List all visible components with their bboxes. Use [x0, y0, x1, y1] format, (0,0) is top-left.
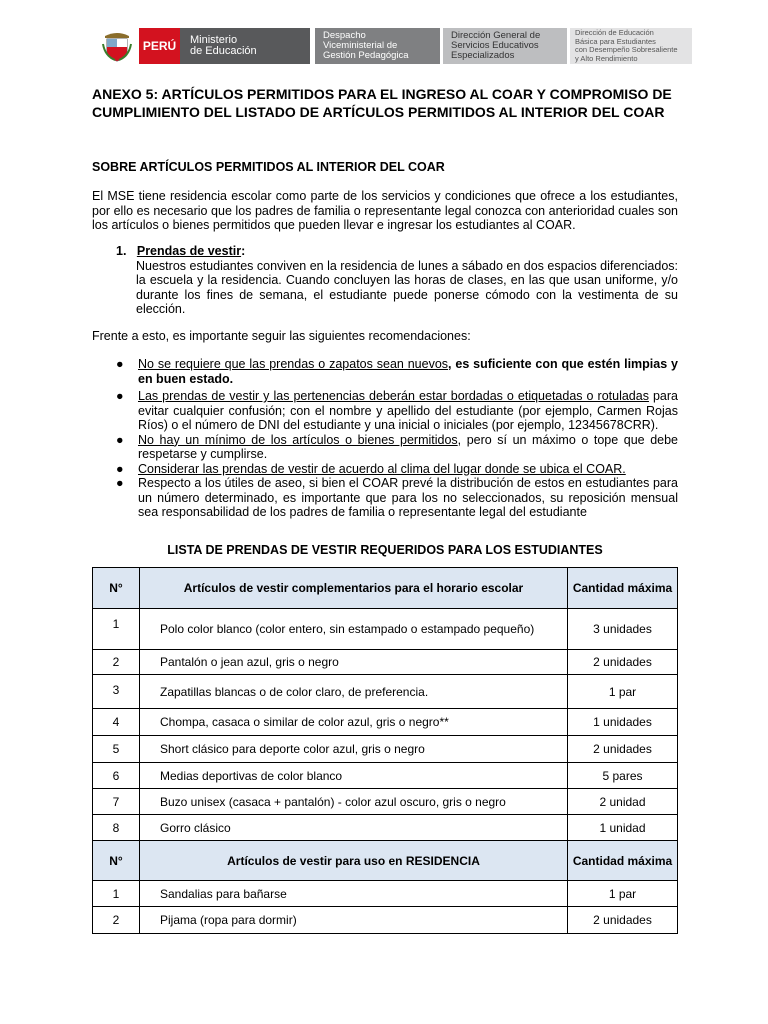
table-row: 1 Sandalias para bañarse 1 par	[93, 881, 678, 907]
table-row: 6 Medias deportivas de color blanco 5 pares	[93, 763, 678, 789]
document-title: ANEXO 5: ARTÍCULOS PERMITIDOS PARA EL INGRESO AL COAR Y COMPROMISO DE CUMPLIMIENTO DEL LISTADO DE ARTÍCULOS PERMITIDOS AL INTERIOR DEL COAR	[92, 86, 672, 120]
table-header-row	[93, 568, 678, 609]
table-row: 5 Short clásico para deporte color azul, gris o negro 2 unidades	[93, 736, 678, 763]
header-number: N°	[93, 568, 140, 609]
section-heading: 1. Prendas de vestir:	[116, 244, 246, 258]
bullet-icon: ●	[116, 389, 124, 403]
ministry-label: Ministerio de Educación	[180, 28, 310, 64]
list-item: ● Considerar las prendas de vestir de acuerdo al clima del lugar donde se ubica el COAR.	[116, 461, 626, 476]
header-number: N°	[93, 841, 140, 881]
list-item: ● No se requiere que las prendas o zapatos sean nuevos, es suficiente con que estén limpias y en buen estado.	[116, 357, 678, 386]
bullet-icon: ●	[116, 357, 124, 371]
table-row: 8 Gorro clásico 1 unidad	[93, 815, 678, 841]
direccion-general-label: Dirección General de Servicios Educativos Especializados	[443, 28, 567, 64]
header-quantity: Cantidad máxima	[568, 568, 678, 609]
table-row: 4 Chompa, casaca o similar de color azul, gris o negro** 1 unidades	[93, 709, 678, 736]
peru-coat-of-arms-icon	[95, 28, 139, 64]
table-row: 2 Pijama (ropa para dormir) 2 unidades	[93, 907, 678, 934]
list-item: ● Respecto a los útiles de aseo, si bien el COAR prevé la distribución de estos en estudiantes para un número determinado, es importante que para los no seleccionados, su reposición mensual sea responsabilidad de los padres de familia o representante legal del estudiante	[116, 476, 678, 519]
section-subtitle: SOBRE ARTÍCULOS PERMITIDOS AL INTERIOR DEL COAR	[92, 160, 445, 174]
recommendations-list	[92, 357, 678, 520]
header-article: Artículos de vestir complementarios para el horario escolar	[140, 568, 568, 609]
bullet-icon: ●	[116, 461, 124, 476]
intro-paragraph: El MSE tiene residencia escolar como parte de los servicios y condiciones que ofrece a los estudiantes, por ello es necesario que los padres de familia o representante legal conozca con anterioridad cuales son los artículos o bienes permitidos que pueden llevar e ingresar los estudiantes al COAR.	[92, 189, 678, 232]
table-row: 7 Buzo unisex (casaca + pantalón) - color azul oscuro, gris o negro 2 unidad	[93, 789, 678, 815]
table-header-row	[93, 841, 678, 881]
header-banner	[95, 28, 692, 64]
country-label: PERÚ	[139, 28, 180, 64]
bullet-icon: ●	[116, 476, 124, 490]
recommendations-intro: Frente a esto, es importante seguir las siguientes recomendaciones:	[92, 329, 471, 343]
list-title: LISTA DE PRENDAS DE VESTIR REQUERIDOS PARA LOS ESTUDIANTES	[167, 543, 603, 557]
despacho-label: Despacho Viceministerial de Gestión Pedagógica	[315, 28, 440, 64]
table-row: 2 Pantalón o jean azul, gris o negro 2 unidades	[93, 650, 678, 675]
table-row: 1 Polo color blanco (color entero, sin estampado o estampado pequeño) 3 unidades	[93, 609, 678, 650]
section-body: Nuestros estudiantes conviven en la residencia de lunes a sábado en dos espacios diferenciados: la escuela y la residencia. Cuando concluyen las horas de clases, en las que usan uniforme, y/o durante los fines de semana, el estudiante puede ponerse cómodo con la vestimenta de su elección.	[136, 258, 679, 316]
header-quantity: Cantidad máxima	[568, 841, 678, 881]
section-prendas-de-vestir	[116, 244, 678, 317]
list-item: ● No hay un mínimo de los artículos o bienes permitidos, pero sí un máximo o tope que debe respetarse y cumplirse.	[116, 432, 679, 461]
clothing-table	[92, 567, 678, 934]
header-article: Artículos de vestir para uso en RESIDENCIA	[140, 841, 568, 881]
table-row: 3 Zapatillas blancas o de color claro, de preferencia. 1 par	[93, 675, 678, 709]
direccion-label: Dirección de Educación Básica para Estudiantes con Desempeño Sobresaliente y Alto Rendimiento	[570, 28, 692, 64]
list-item: ● Las prendas de vestir y las pertenencias deberán estar bordadas o etiquetadas o rotuladas para evitar cualquier confusión; con el nombre y apellido del estudiante (por ejemplo, Carmen Rojas Ríos) o el número de DNI del estudiante y una inicial o iniciales (por ejemplo, 12345678CRR).	[116, 389, 678, 432]
bullet-icon: ●	[116, 432, 124, 447]
